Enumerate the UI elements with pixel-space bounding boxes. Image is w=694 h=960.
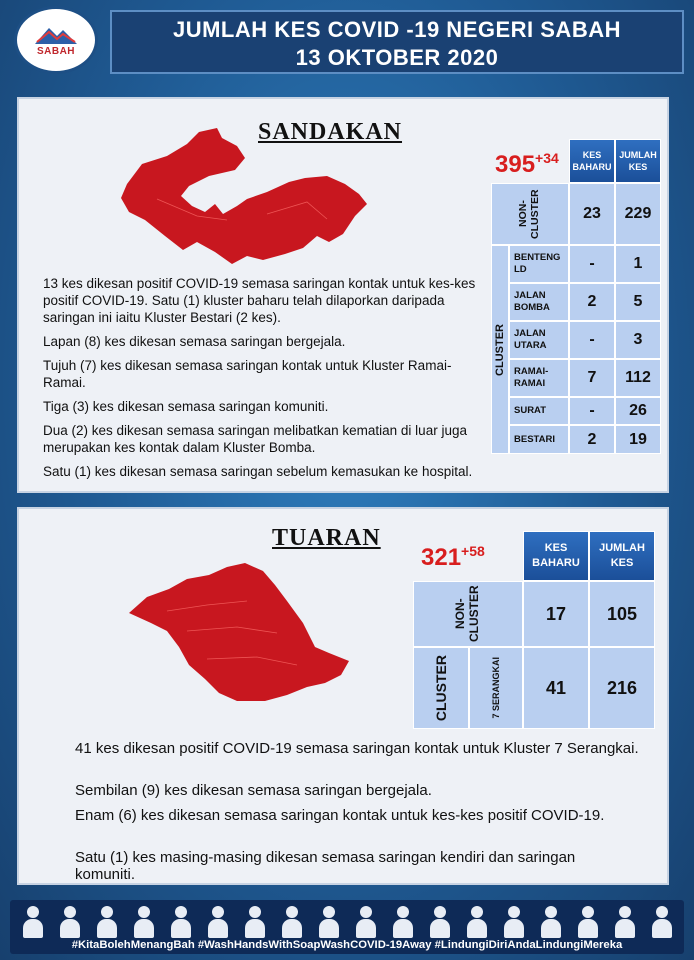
title-line-2: 13 OKTOBER 2020 [295,45,499,70]
non-cluster-total: 229 [615,183,661,245]
cluster-row-new: 2 [569,283,615,321]
paragraph: Tiga (3) kes dikesan semasa saringan komuniti. [43,399,329,414]
tuaran-map [127,561,351,701]
state-logo [14,6,98,74]
title-line-1: JUMLAH KES COVID -19 NEGERI SABAH [172,17,621,42]
cluster-row-new: - [569,397,615,425]
cluster-row-total: 19 [615,425,661,454]
person-icon [540,906,562,938]
person-icon [355,906,377,938]
non-cluster-label: NON-CLUSTER [453,585,481,643]
cluster-row-total: 112 [615,359,661,397]
cluster-row-name: JALAN UTARA [509,321,569,359]
paragraph: Satu (1) kes dikesan semasa saringan sebelum kemasukan ke hospital. [43,464,473,479]
cluster-row-total: 5 [615,283,661,321]
non-cluster-total: 105 [589,581,655,647]
person-icon [318,906,340,938]
cluster-row-total: 1 [615,245,661,283]
person-icon [281,906,303,938]
non-cluster-new: 23 [569,183,615,245]
cluster-name: 7 SERANGKAI [491,657,501,719]
person-icon [577,906,599,938]
cluster-row-name: JALAN BOMBA [509,283,569,321]
person-icon [466,906,488,938]
paragraph: Satu (1) kes masing-masing dikesan semasa saringan kendiri dan saringan komuniti. [75,849,576,883]
paragraph: Sembilan (9) kes dikesan semasa saringan bergejala. [75,782,432,799]
col-header-total: JUMLAH KES [615,139,661,183]
paragraph: Dua (2) kes dikesan semasa saringan melibatkan kematian di luar juga merupakan kes kontak dalam Kluster Bomba. [43,423,467,455]
person-icon [614,906,636,938]
sandakan-map [97,124,367,269]
col-header-new: KES BAHARU [569,139,615,183]
col-header-new: KES BAHARU [523,531,589,581]
cluster-row-name: RAMAI-RAMAI [509,359,569,397]
person-icon [651,906,673,938]
sandakan-total: $395^{+34}$ [495,150,559,178]
person-icon [96,906,118,938]
cluster-row-new: - [569,321,615,359]
person-icon [429,906,451,938]
person-icon [207,906,229,938]
person-icon [244,906,266,938]
cluster-label: CLUSTER [494,323,506,376]
non-cluster-new: 17 [523,581,589,647]
paragraph: Tujuh (7) kes dikesan semasa saringan kontak untuk Kluster Ramai-Ramai. [43,358,452,390]
mountain-logo-icon [33,24,79,46]
logo-text: SABAH [36,45,76,57]
district-name: SANDAKAN [258,119,403,145]
cluster-name-cell [469,647,523,729]
cluster-row-new: 7 [569,359,615,397]
cluster-row-name: SURAT [509,397,569,425]
paragraph: 41 kes dikesan positif COVID-19 semasa saringan kontak untuk Kluster 7 Serangkai. [75,740,639,757]
tuaran-panel [17,507,669,885]
district-name: TUARAN [272,525,381,551]
col-header-total: JUMLAH KES [589,531,655,581]
person-icon [503,906,525,938]
frontliners-illustration [14,902,680,938]
non-cluster-label-cell [413,581,523,647]
person-icon [392,906,414,938]
cluster-new: 41 [523,647,589,729]
person-icon [170,906,192,938]
non-cluster-label: NON-CLUSTER [517,189,541,239]
cluster-row-total: 26 [615,397,661,425]
cluster-total: 216 [589,647,655,729]
page-title [110,10,684,74]
tuaran-total: $321^{+58}$ [421,543,485,571]
cluster-row-name: BESTARI [509,425,569,454]
cluster-row-total: 3 [615,321,661,359]
cluster-label: CLUSTER [433,654,449,722]
sandakan-panel [17,97,669,493]
non-cluster-label-cell [491,183,569,245]
cluster-row-name: BENTENG LD [509,245,569,283]
person-icon [133,906,155,938]
paragraph: Lapan (8) kes dikesan semasa saringan bergejala. [43,334,346,349]
paragraph: 13 kes dikesan positif COVID-19 semasa saringan kontak untuk kes-kes positif COVID-19. Satu (1) kluster baharu telah dilaporkan daripada saringan ini iaitu Kluster Bestari (2 kes). [43,276,476,325]
cluster-label-cell [491,245,509,454]
person-icon [59,906,81,938]
paragraph: Enam (6) kes dikesan semasa saringan kontak untuk kes-kes positif COVID-19. [75,807,605,824]
hashtags: #KitaBolehMenangBah #WashHandsWithSoapWashCOVID-19Away #LindungiDiriAndaLindungiMereka [71,939,623,951]
cluster-row-new: 2 [569,425,615,454]
cluster-row-new: - [569,245,615,283]
person-icon [22,906,44,938]
cluster-label-cell [413,647,469,729]
